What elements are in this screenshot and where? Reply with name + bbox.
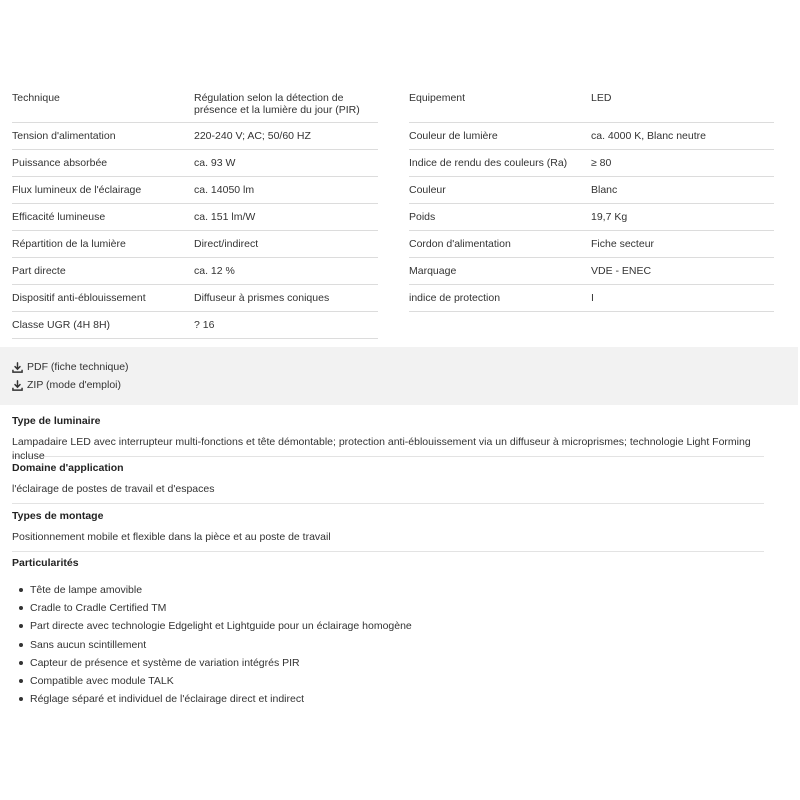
spec-value: VDE - ENEC (591, 265, 652, 277)
list-item: Sans aucun scintillement (12, 638, 412, 656)
spec-value: ≥ 80 (591, 157, 612, 169)
spec-row (12, 258, 378, 285)
spec-row (409, 258, 774, 285)
spec-label: Tension d'alimentation (12, 130, 116, 142)
spec-label: Couleur (409, 184, 446, 196)
spec-row (409, 150, 774, 177)
spec-label: Poids (409, 211, 436, 223)
section-mounting-types (12, 509, 764, 552)
spec-row (12, 177, 378, 204)
section-heading: Types de montage (12, 510, 104, 522)
list-item: Tête de lampe amovible (12, 583, 412, 601)
section-text: Positionnement mobile et flexible dans la pièce et au poste de travail (12, 531, 331, 543)
spec-row (409, 285, 774, 312)
section-application-domain (12, 461, 764, 504)
download-label: PDF (fiche technique) (27, 361, 129, 373)
list-item: Réglage séparé et individuel de l'éclairage direct et indirect (12, 692, 412, 710)
spec-row (12, 231, 378, 258)
section-heading: Particularités (12, 557, 79, 569)
downloads-panel (0, 347, 798, 405)
spec-row (12, 312, 378, 339)
spec-row (12, 285, 378, 312)
section-heading: Domaine d'application (12, 462, 124, 474)
section-text: l'éclairage de postes de travail et d'espaces (12, 483, 215, 495)
spec-label: Efficacité lumineuse (12, 211, 106, 223)
spec-label: Equipement (409, 92, 466, 104)
spec-label: Cordon d'alimentation (409, 238, 511, 250)
spec-value: Blanc (591, 184, 618, 196)
spec-row (409, 123, 774, 150)
download-label: ZIP (mode d'emploi) (27, 379, 122, 391)
spec-row (12, 123, 378, 150)
spec-row (409, 231, 774, 258)
spec-row (409, 85, 774, 123)
spec-value: Direct/indirect (194, 238, 259, 250)
spec-label: Part directe (12, 265, 66, 277)
pdf-download-link[interactable] (12, 360, 129, 374)
spec-value: LED (591, 92, 612, 104)
spec-value: ca. 93 W (194, 157, 236, 169)
section-heading: Type de luminaire (12, 415, 101, 427)
list-item: Cradle to Cradle Certified TM (12, 601, 412, 619)
spec-label: indice de protection (409, 292, 501, 304)
spec-row (409, 177, 774, 204)
spec-value: 220-240 V; AC; 50/60 HZ (194, 130, 311, 142)
section-text: Lampadaire LED avec interrupteur multi-fonctions et tête démontable; protection anti-éblouissement via un diffuseur à microprismes; technologie Light Forming incluse (12, 436, 751, 462)
specs-column-right (409, 85, 774, 312)
specs-table (0, 85, 800, 340)
download-icon (12, 362, 23, 373)
specs-column-left (12, 85, 378, 339)
spec-value: ca. 151 lm/W (194, 211, 256, 223)
section-features (12, 556, 764, 572)
spec-row (409, 204, 774, 231)
spec-label: Répartition de la lumière (12, 238, 126, 250)
section-luminaire-type (12, 414, 764, 462)
spec-label: Indice de rendu des couleurs (Ra) (409, 157, 568, 169)
spec-label: Couleur de lumière (409, 130, 498, 142)
spec-value: Régulation selon la détection de présence et la lumière du jour (PIR) (194, 92, 360, 116)
spec-label: Technique (12, 92, 60, 104)
spec-value: ? 16 (194, 319, 215, 331)
spec-value: ca. 4000 K, Blanc neutre (591, 130, 706, 142)
spec-value: ca. 14050 lm (194, 184, 255, 196)
spec-value: Fiche secteur (591, 238, 655, 250)
spec-value: ca. 12 % (194, 265, 235, 277)
spec-label: Marquage (409, 265, 457, 277)
list-item: Part directe avec technologie Edgelight et Lightguide pour un éclairage homogène (12, 619, 412, 637)
features-list (12, 583, 412, 710)
list-item: Capteur de présence et système de variation intégrés PIR (12, 656, 412, 674)
zip-download-link[interactable] (12, 378, 121, 392)
spec-label: Puissance absorbée (12, 157, 108, 169)
download-icon (12, 380, 23, 391)
spec-value: Diffuseur à prismes coniques (194, 292, 330, 304)
spec-row (12, 204, 378, 231)
spec-value: I (591, 292, 594, 304)
spec-label: Classe UGR (4H 8H) (12, 319, 111, 331)
spec-label: Dispositif anti-éblouissement (12, 292, 146, 304)
spec-label: Flux lumineux de l'éclairage (12, 184, 142, 196)
list-item: Compatible avec module TALK (12, 674, 412, 692)
spec-row (12, 150, 378, 177)
spec-row (12, 85, 378, 123)
spec-value: 19,7 Kg (591, 211, 628, 223)
